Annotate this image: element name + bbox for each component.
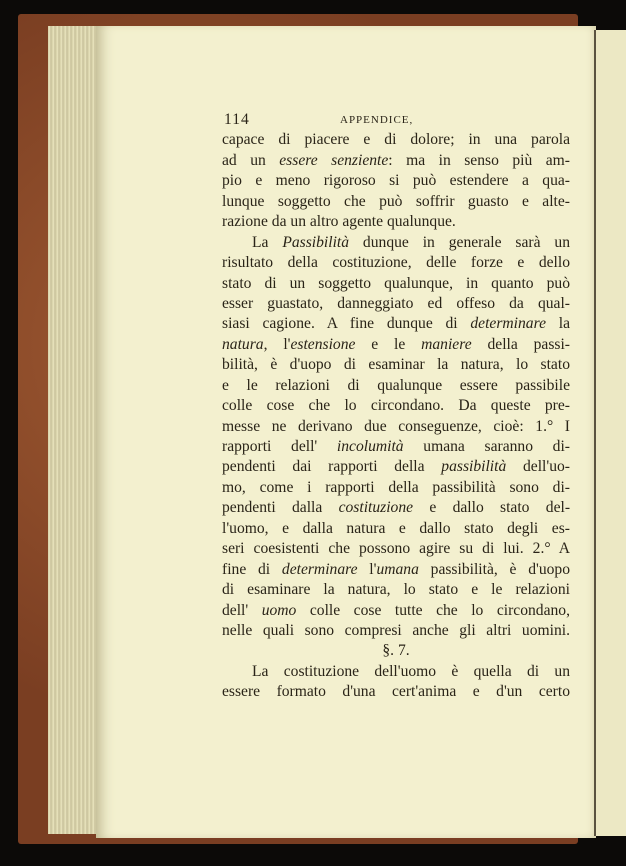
text-line — [222, 335, 570, 355]
text-segment: mo, come i rapporti della passibilità sono di- — [222, 478, 570, 496]
italic-text: natura — [222, 335, 264, 353]
text-line — [222, 396, 570, 416]
paragraph-block — [222, 130, 570, 641]
text-segment: colle cose tutte che lo circondano, — [296, 601, 571, 619]
text-line — [222, 498, 570, 518]
text-line — [222, 621, 570, 641]
running-head: APPENDICE, — [340, 114, 414, 126]
italic-text: determinare — [470, 315, 546, 333]
text-segment: pendenti dalla — [222, 499, 339, 517]
text-segment: dell'uo- — [506, 458, 570, 476]
text-line — [222, 437, 570, 457]
italic-text: determinare — [281, 560, 358, 578]
text-line — [222, 478, 570, 498]
page-header — [222, 110, 570, 130]
text-segment: passibilità, è d'uopo — [418, 560, 571, 578]
text-segment: dunque in generale sarà un — [349, 233, 570, 251]
italic-text: maniere — [421, 335, 472, 353]
page-text — [222, 110, 570, 703]
text-segment: colle cose che lo circondano. Da queste pre- — [222, 397, 570, 415]
text-segment: razione da un altro agente qualunque. — [222, 213, 456, 231]
text-segment: umana saranno di- — [403, 438, 571, 455]
text-segment: pio e meno rigoroso si può estendere a qua- — [222, 172, 570, 190]
text-line — [222, 457, 570, 477]
text-line — [222, 212, 570, 232]
text-line — [222, 682, 570, 702]
text-line — [222, 519, 570, 539]
text-segment: lunque soggetto che può soffrir guasto e alte- — [222, 192, 570, 210]
text-segment: bilità, è d'uopo di esaminar la natura, lo stato — [222, 356, 570, 374]
text-line — [222, 417, 570, 437]
text-segment: esser guastato, danneggiato ed offeso da qual- — [222, 294, 570, 312]
text-line — [222, 314, 570, 334]
text-segment: l' — [357, 560, 377, 578]
text-line — [222, 662, 570, 682]
text-segment: della passi- — [471, 335, 570, 353]
text-line — [222, 294, 570, 314]
text-segment: ad un — [222, 151, 280, 169]
text-line — [222, 376, 570, 396]
text-segment: rapporti dell' — [222, 438, 337, 455]
text-segment: seri coesistenti che possono agire su di lui. 2.° A — [222, 540, 570, 558]
text-line — [222, 274, 570, 294]
text-segment: e le — [355, 335, 422, 353]
text-line — [222, 130, 570, 150]
text-segment: e le relazioni di qualunque essere passibile — [222, 376, 570, 394]
text-line — [222, 151, 570, 171]
text-segment: dell' — [222, 601, 262, 619]
italic-text: uomo — [261, 601, 297, 619]
paragraph-block — [222, 662, 570, 703]
text-segment: di esaminare la natura, lo stato e le relazioni — [222, 581, 570, 599]
text-segment: nelle quali sono compresi anche gli altri uomini. — [222, 621, 570, 639]
italic-text: Passibilità — [282, 233, 350, 251]
page-number: 114 — [224, 111, 250, 128]
italic-text: passibilità — [441, 458, 507, 476]
text-segment: La costituzione dell'uomo è quella di un — [252, 662, 570, 680]
text-line — [222, 233, 570, 253]
text-segment: e dallo stato del- — [413, 499, 571, 517]
text-segment: stato di un soggetto qualunque, in quanto può — [222, 274, 570, 292]
text-line — [222, 253, 570, 273]
text-line — [222, 171, 570, 191]
text-segment: siasi cagione. A fine dunque di — [222, 315, 471, 333]
text-segment: l'uomo, e dalla natura e dallo stato degli es- — [222, 519, 570, 537]
italic-text: umana — [376, 560, 419, 578]
text-line — [222, 355, 570, 375]
text-segment: La — [252, 233, 283, 251]
text-line — [222, 539, 570, 559]
text-line — [222, 560, 570, 580]
facing-page-edge — [594, 30, 626, 836]
italic-text: costituzione — [338, 499, 414, 517]
italic-text: essere senziente — [279, 151, 389, 169]
text-line — [222, 580, 570, 600]
section-heading: §. 7. — [382, 642, 410, 660]
text-segment: , l' — [263, 335, 291, 353]
text-line — [222, 601, 570, 621]
text-segment: : ma in senso più am- — [388, 151, 571, 169]
text-segment: essere formato d'una cert'anima e d'un certo — [222, 683, 570, 701]
text-segment: fine di — [222, 560, 282, 578]
italic-text: estensione — [290, 335, 356, 353]
text-segment: capace di piacere e di dolore; in una parola — [222, 131, 570, 149]
italic-text: incolumità — [336, 438, 404, 455]
text-segment: pendenti dai rapporti della — [222, 458, 442, 476]
text-line — [222, 192, 570, 212]
text-segment: la — [546, 315, 570, 333]
text-segment: messe ne derivano due conseguenze, cioè: 1.° I — [222, 417, 570, 435]
text-segment: risultato della costituzione, delle forze e dello — [222, 254, 570, 272]
